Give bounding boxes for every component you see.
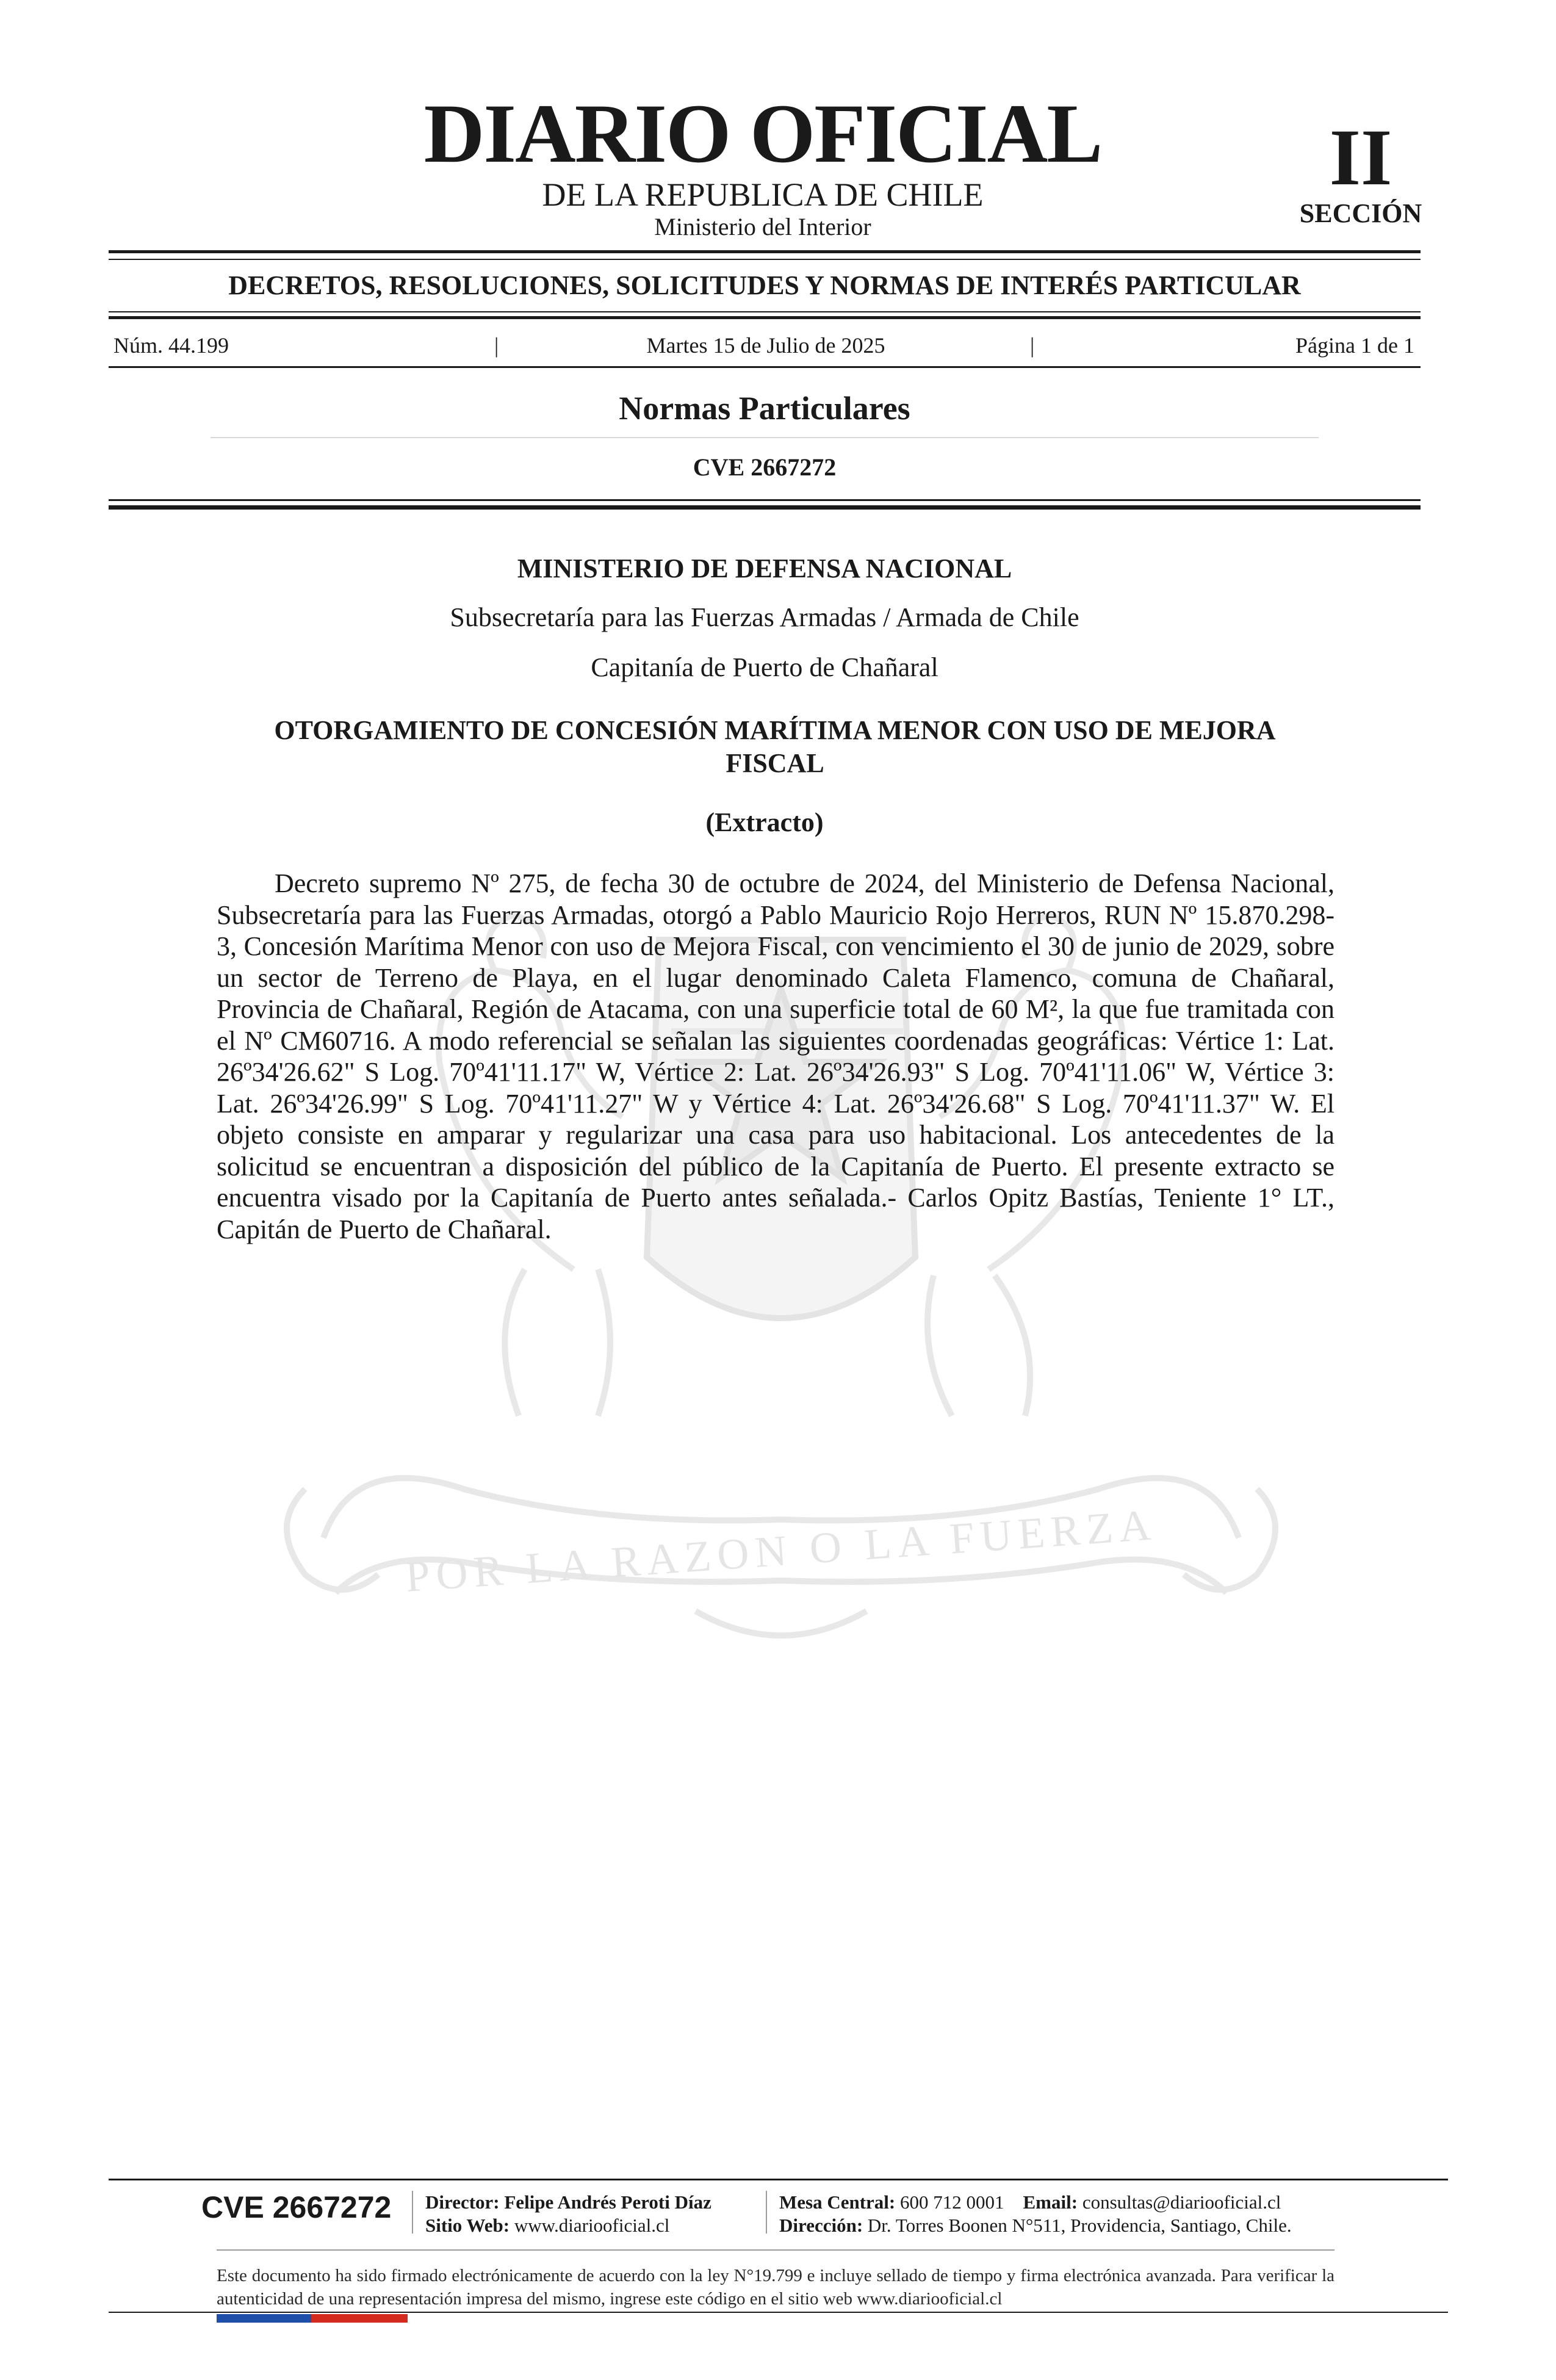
banner-rule: [109, 316, 1421, 319]
ministry-heading: MINISTERIO DE DEFENSA NACIONAL: [517, 554, 1012, 583]
watermark-motto: POR LA RAZON O LA FUERZA: [403, 1500, 1159, 1601]
banner-rule-thin: [109, 311, 1421, 312]
footer-rule: [109, 2179, 1448, 2180]
phone-value: 600 712 0001: [900, 2191, 1004, 2213]
footer-bottom-rule: [109, 2312, 1448, 2313]
document-title: OTORGAMIENTO DE CONCESIÓN MARÍTIMA MENOR CON USO DE MEJORA FISCAL: [274, 715, 1276, 778]
cve-rule: [109, 505, 1421, 510]
phone-label: Mesa Central:: [779, 2191, 896, 2213]
email-label: Email:: [1023, 2191, 1078, 2213]
director-name: Felipe Andrés Peroti Díaz: [504, 2191, 711, 2213]
document-body: Decreto supremo Nº 275, de fecha 30 de octubre de 2024, del Ministerio de Defensa Nacional, Subsecretaría para las Fuerzas Armadas, otorgó a Pablo Mauricio Rojo Herreros, RUN Nº 15.870.298-3, Concesión Marítima Menor con uso de Mejora Fiscal, con vencimiento el 30 de junio de 2029, sobre un sector de Terreno de Playa, en el lugar denominado Caleta Flamenco, comuna de Chañaral, Provincia de Chañaral, Región de Atacama, con una superficie total de 60 M², la que fue tramitada con el Nº CM60716. A modo referencial se señalan las siguientes coordenadas geográficas: Vértice 1: Lat. 26º34'26.62" S Log. 70º41'11.17" W, Vértice 2: Lat. 26º34'26.93" S Log. 70º41'11.06" W, Vértice 3: Lat. 26º34'26.99" S Log. 70º41'11.27" W y Vértice 4: Lat. 26º34'26.68" S Log. 70º41'11.37" W. El objeto consiste en amparar y regularizar una casa para uso habitacional. Los antecedentes de la solicitud se encuentran a disposición del público de la Capitanía de Puerto. El presente extracto se encuentra visado por la Capitanía de Puerto antes señalada.- Carlos Opitz Bastías, Teniente 1° LT., Capitán de Puerto de Chañaral.: [217, 868, 1334, 1244]
extract-label: (Extracto): [705, 807, 824, 837]
section-number: II: [1329, 112, 1392, 202]
footer-legal-note: Este documento ha sido firmado electrónicamente de acuerdo con la ley N°19.799 e incluye sellado de tiempo y firma electrónica avanzada. Para verificar la autenticidad de una representación impresa del mismo, ingrese este código en el sitio web www.diariooficial.cl: [217, 2266, 1334, 2309]
cve-rule-thin: [109, 499, 1421, 501]
section-title: Normas Particulares: [619, 390, 910, 427]
subsecretaria: Subsecretaría para las Fuerzas Armadas / Armada de Chile: [450, 602, 1079, 632]
address-value: Dr. Torres Boonen N°511, Providencia, Santiago, Chile.: [867, 2215, 1292, 2236]
header-rule-top: [109, 250, 1421, 253]
flag-stripe-red: [311, 2314, 408, 2323]
capitania: Capitanía de Puerto de Chañaral: [591, 652, 938, 682]
issue-date: Martes 15 de Julio de 2025: [646, 333, 885, 358]
footer-director-block: [425, 2191, 711, 2237]
section-divider: [211, 437, 1319, 438]
cve-code: CVE 2667272: [693, 453, 837, 481]
meta-separator: |: [494, 333, 499, 358]
address-label: Dirección:: [779, 2215, 863, 2236]
footer-cve: CVE 2667272: [201, 2190, 392, 2224]
footer-contact-block: [779, 2191, 1292, 2237]
masthead-subtitle: DE LA REPUBLICA DE CHILE: [542, 176, 984, 213]
footer-divider: [412, 2191, 413, 2234]
flag-stripe-blue: [217, 2314, 311, 2323]
issue-number: Núm. 44.199: [113, 333, 229, 358]
director-label: Director:: [425, 2191, 500, 2213]
section-banner: DECRETOS, RESOLUCIONES, SOLICITUDES Y NORMAS DE INTERÉS PARTICULAR: [228, 270, 1301, 300]
meta-rule: [109, 366, 1421, 368]
header-rule-top-thin: [109, 259, 1421, 260]
footer-divider: [766, 2191, 767, 2234]
web-label: Sitio Web:: [425, 2215, 510, 2236]
section-label: SECCIÓN: [1299, 198, 1422, 228]
footer-note-rule: [217, 2249, 1334, 2251]
meta-separator: |: [1030, 333, 1035, 358]
email-link[interactable]: consultas@diariooficial.cl: [1082, 2191, 1281, 2213]
masthead-ministry: Ministerio del Interior: [654, 213, 871, 240]
web-link[interactable]: www.diariooficial.cl: [514, 2215, 670, 2236]
page-number: Página 1 de 1: [1295, 333, 1414, 358]
masthead-title: DIARIO OFICIAL: [423, 87, 1102, 180]
